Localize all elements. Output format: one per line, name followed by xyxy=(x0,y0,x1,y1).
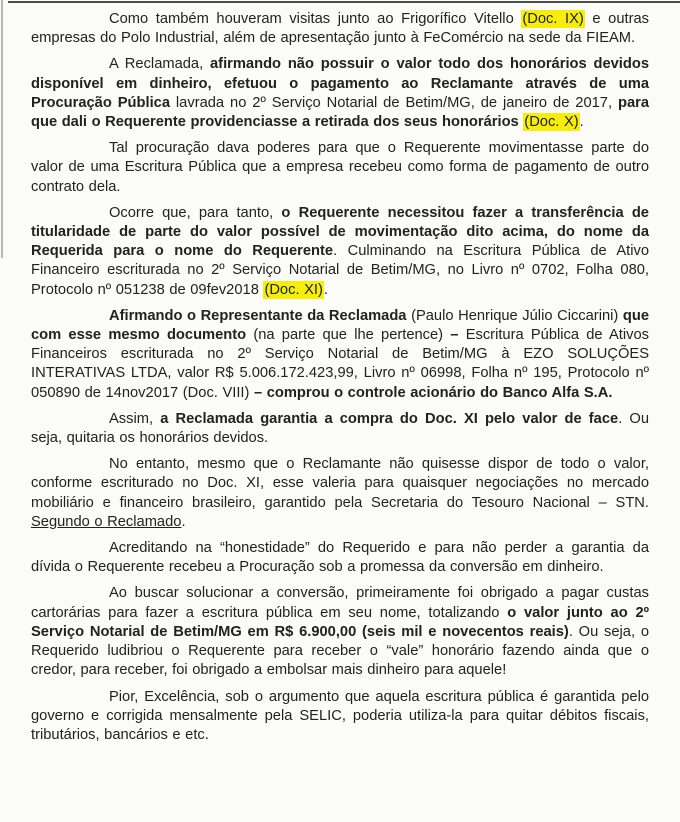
paragraph xyxy=(31,410,649,448)
text-segment: . Ou seja, quitaria os honorários devidos. xyxy=(31,410,649,447)
text-segment: A Reclamada, xyxy=(109,56,211,73)
text-segment: Pior, Excelência, sob o argumento que aquela escritura pública é garantida pelo governo e corrigida mensalmente pela SELIC, poderia utiliza-la para quitar débitos fiscais, tributários, bancários e etc. xyxy=(31,688,649,743)
text-segment: Tal procuração dava poderes para que o Requerente movimentasse parte do valor de uma Escritura Pública que a empresa recebeu como forma de pagamento de outro contrato dela. xyxy=(31,140,649,195)
paragraph xyxy=(31,204,649,300)
text-segment: (Paulo Henrique Júlio Ciccarini) xyxy=(411,307,623,324)
text-segment: Como também houveram visitas junto ao Frigorífico Vitello xyxy=(109,11,522,27)
text-segment: lavrada no 2º Serviço Notarial de Betim/MG, de janeiro de 2017, xyxy=(175,94,618,111)
scan-edge-top xyxy=(8,1,680,3)
text-segment: Ao buscar solucionar a conversão, primeiramente foi obrigado a pagar custas cartorárias para fazer a escritura pública em seu nome, totalizando xyxy=(31,585,649,621)
text-segment: . xyxy=(579,114,584,131)
scan-edge-left xyxy=(1,0,3,258)
text-segment: Ocorre que, para tanto, xyxy=(109,204,282,221)
doc-reference-highlight: (Doc. XI) xyxy=(264,281,323,298)
text-segment: Assim, xyxy=(109,410,161,427)
paragraph xyxy=(31,539,649,577)
text-segment: para que dali o Requerente providenciasse a retirada dos seus honorários xyxy=(31,94,649,131)
text-segment: – comprou o controle acionário do Banco Alfa S.A. xyxy=(253,384,613,401)
doc-reference-highlight: (Doc. IX) xyxy=(522,11,584,27)
text-segment: o Requerente necessitou fazer a transferência de titularidade de parte do valor possível de movimentação dito acima, do nome da Requerida para o nome do Requerente xyxy=(31,204,649,260)
paragraph xyxy=(31,688,649,746)
text-segment: . xyxy=(323,281,328,298)
text-segment: No entanto, mesmo que o Reclamante não quisesse dispor de todo o valor, conforme escriturado no Doc. XI, esse valeria para quaisquer negociações no mercado mobiliário e financeiro brasileiro, garantido pela Secretaria do Tesouro Nacional – STN. xyxy=(31,456,649,511)
paragraph xyxy=(31,10,649,48)
text-segment: . xyxy=(181,513,186,530)
paragraph xyxy=(31,584,649,680)
paragraph xyxy=(31,307,649,403)
text-segment: Acreditando na “honestidade” do Requerido e para não perder a garantia da dívida o Requerente recebeu a Procuração sob a promessa da conversão em dinheiro. xyxy=(31,540,649,576)
text-segment: Segundo o Reclamado xyxy=(31,513,182,530)
text-segment: Escritura Pública de Ativos Financeiros escriturada no 2º Serviço Notarial de Betim/MG à EZO SOLUÇÕES INTERATIVAS LTDA, valor R$ 5.006.172.423,99, Livro nº 06998, Folha nº 195, Protocolo nº 050890 de 14nov2017 (Doc. VIII) xyxy=(31,327,649,401)
text-segment: . Culminando na Escritura Pública de Ativo Financeiro escriturada no 2º Serviço Notarial de Betim/MG, no Livro nº 0702, Folha 080, Protocolo nº 051238 de 09fev2018 xyxy=(31,243,649,298)
text-segment: o valor junto ao 2º Serviço Notarial de Betim/MG em R$ 6.900,00 (seis mil e novecentos reais) xyxy=(31,604,649,640)
text-segment: que com esse mesmo documento xyxy=(31,307,649,344)
text-segment: . Ou seja, o Requerido ludibriou o Requerente para receber o “vale” honorário fazendo ainda que o credor, para receber, foi obrigado a embolsar mais dinheiro para aquele! xyxy=(31,623,650,679)
text-segment: a Reclamada garantia a compra do Doc. XI pelo valor de face xyxy=(160,410,619,427)
paragraph xyxy=(31,455,649,532)
text-segment: (na parte que lhe pertence) xyxy=(253,327,451,344)
document-body xyxy=(31,10,649,752)
text-segment: – xyxy=(450,327,466,344)
doc-reference-highlight: (Doc. X) xyxy=(524,114,579,131)
text-segment: afirmando não possuir o valor todo dos honorários devidos disponível em dinheiro, efetuou o pagamento ao Reclamante através de uma Procuração Pública xyxy=(31,56,649,111)
text-segment: e outras empresas do Polo Industrial, além de apresentação junto à FeComércio na sede da FIEAM. xyxy=(31,11,649,47)
text-segment: Afirmando o Representante da Reclamada xyxy=(109,307,412,324)
paragraph xyxy=(31,139,649,197)
paragraph xyxy=(31,55,649,132)
